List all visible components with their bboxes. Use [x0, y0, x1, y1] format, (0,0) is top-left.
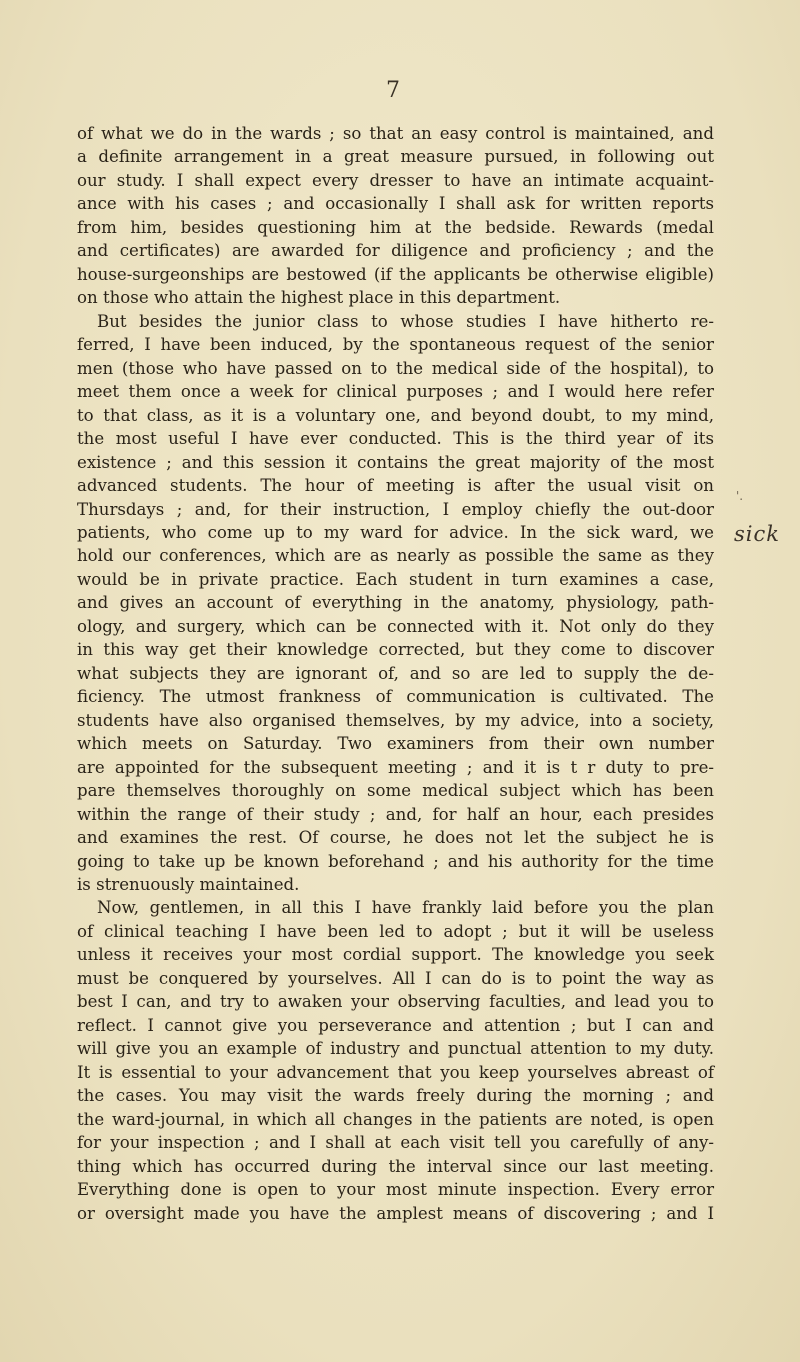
text-line: to that class, as it is a voluntary one, and beyond doubt, to my mind, [77, 405, 714, 425]
text-line: or oversight made you have the amplest means of discovering ; and I [77, 1203, 714, 1223]
text-line: reflect. I cannot give you perseverance and attention ; but I can and [77, 1015, 714, 1035]
text-line: It is essential to your advancement that you keep yourselves abreast of [77, 1062, 714, 1082]
text-line: on those who attain the highest place in this department. [77, 288, 561, 308]
text-line: within the range of their study ; and, for half an hour, each presides [77, 804, 714, 824]
text-line: will give you an example of industry and punctual attention to my duty. [77, 1039, 714, 1059]
handwritten-margin-note: sick [734, 522, 780, 546]
text-line: ferred, I have been induced, by the spontaneous request of the senior [77, 335, 714, 355]
text-line: in this way get their knowledge corrected, but they come to discover [77, 640, 714, 660]
text-line: advanced students. The hour of meeting is after the usual visit on [77, 476, 714, 496]
text-line: Now, gentlemen, in all this I have frankly laid before you the plan [97, 898, 714, 918]
text-line: must be conquered by yourselves. All I can do is to point the way as [77, 968, 714, 988]
text-line: Thursdays ; and, for their instruction, I employ chiefly the out-door [77, 499, 714, 519]
text-line: pare themselves thoroughly on some medical subject which has been [77, 781, 714, 801]
text-line: unless it receives your most cordial support. The knowledge you seek [77, 945, 714, 965]
text-line: students have also organised themselves, by my advice, into a society, [77, 710, 714, 730]
text-line: thing which has occurred during the interval since our last meeting. [77, 1156, 714, 1176]
text-line: hold our conferences, which are as nearly as possible the same as they [77, 546, 714, 566]
page-number: 7 [386, 78, 400, 103]
text-line: and certificates) are awarded for diligence and proficiency ; and the [77, 241, 714, 261]
text-line: the cases. You may visit the wards freely during the morning ; and [77, 1086, 714, 1106]
text-line: and examines the rest. Of course, he does not let the subject he is [77, 828, 714, 848]
text-line: meet them once a week for clinical purposes ; and I would here refer [77, 382, 714, 402]
text-line: the ward-journal, in which all changes in the patients are noted, is open [77, 1109, 714, 1129]
text-line: ficiency. The utmost frankness of communication is cultivated. The [77, 687, 714, 707]
text-line: ology, and surgery, which can be connected with it. Not only do they [77, 616, 714, 636]
text-line: from him, besides questioning him at the bedside. Rewards (medal [77, 217, 714, 237]
text-line: what subjects they are ignorant of, and so are led to supply the de- [77, 663, 714, 683]
text-line: patients, who come up to my ward for advice. In the sick ward, we [77, 522, 714, 542]
text-line: Everything done is open to your most minute inspection. Every error [77, 1180, 714, 1200]
text-line: is strenuously maintained. [77, 875, 300, 894]
text-line: best I can, and try to awaken your observing faculties, and lead you to [77, 992, 714, 1012]
text-line: a definite arrangement in a great measure pursued, in following out [77, 147, 714, 167]
text-line: of what we do in the wards ; so that an easy control is maintained, and [77, 124, 714, 143]
body-text [77, 122, 714, 1225]
text-line: But besides the junior class to whose studies I have hitherto re- [97, 311, 714, 331]
text-line: our study. I shall expect every dresser to have an intimate acquaint- [77, 170, 714, 190]
margin-mark: '. [736, 489, 744, 503]
text-line: ance with his cases ; and occasionally I shall ask for written reports [77, 194, 714, 214]
text-line: which meets on Saturday. Two examiners from their own number [77, 734, 714, 754]
text-line: for your inspection ; and I shall at each visit tell you carefully of any- [77, 1133, 714, 1153]
text-line: the most useful I have ever conducted. This is the third year of its [77, 429, 714, 449]
text-line: of clinical teaching I have been led to adopt ; but it will be useless [77, 921, 714, 941]
text-line: and gives an account of everything in the anatomy, physiology, path- [77, 593, 714, 613]
text-line: house-surgeonships are bestowed (if the applicants be otherwise eligible) [77, 264, 714, 284]
text-line: existence ; and this session it contains the great majority of the most [77, 452, 714, 472]
text-line: are appointed for the subsequent meeting ; and it is t r duty to pre- [77, 757, 714, 777]
text-line: men (those who have passed on to the medical side of the hospital), to [77, 358, 714, 378]
text-line: going to take up be known beforehand ; and his authority for the time [77, 851, 714, 871]
text-line: would be in private practice. Each student in turn examines a case, [77, 569, 714, 589]
